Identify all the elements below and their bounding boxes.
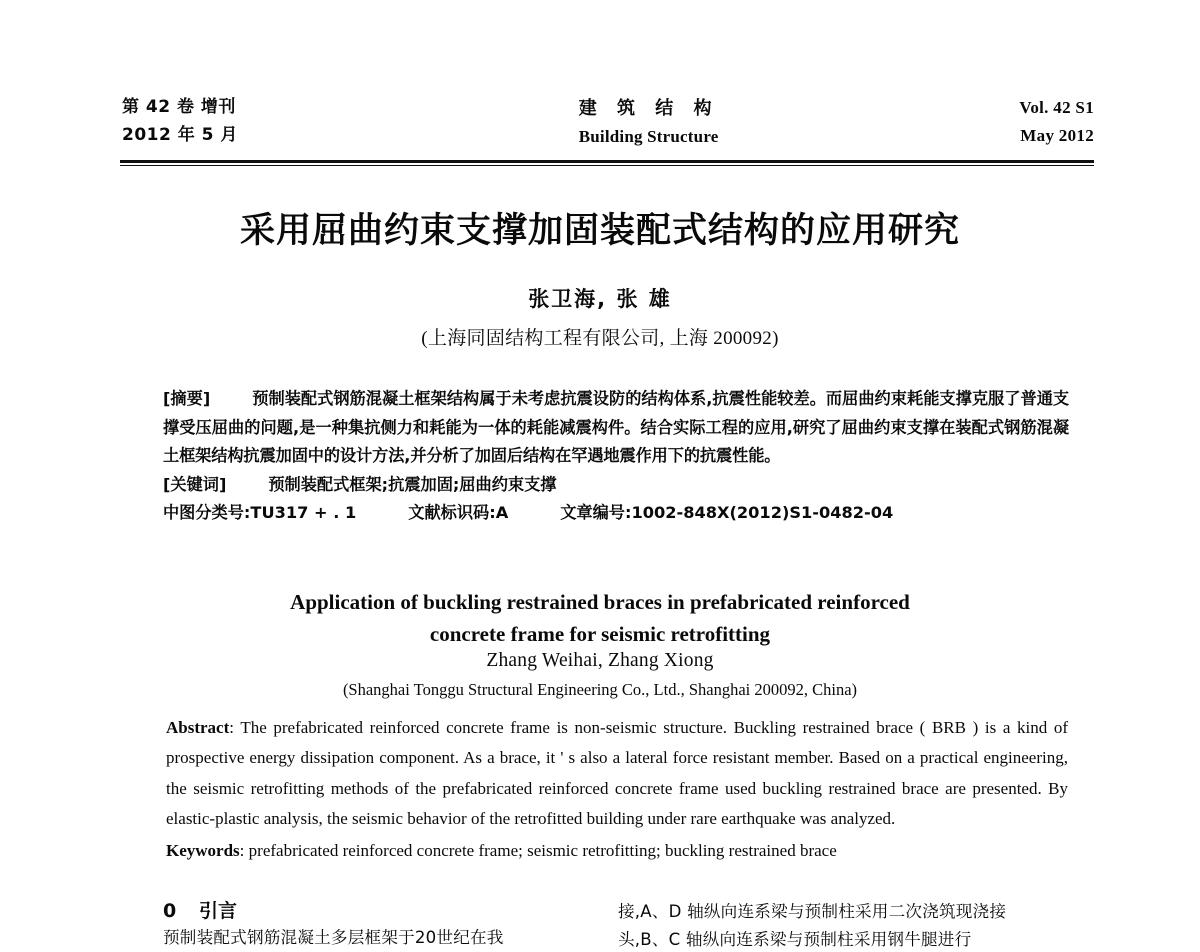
abstract-en-separator: : [229,718,234,737]
abstract-cn [163,385,1069,471]
abstract-cn-label: [摘要] [163,389,211,408]
keywords-en-separator: : [239,841,245,861]
document-code-label: 文献标识码: [408,503,496,523]
authors-en: Zhang Weihai, Zhang Xiong [486,650,714,671]
body-column-right [618,898,1070,952]
keywords-en-label: Keywords [166,841,240,861]
clc-label: 中图分类号: [163,503,251,523]
keywords-en-text: prefabricated reinforced concrete frame; seismic retrofitting; buckling restrained brace [248,841,837,861]
publication-date-cn: 2012 年 5 月 [122,124,238,145]
abstract-cn-text: 预制装配式钢筋混凝土框架结构属于未考虑抗震设防的结构体系,抗震性能较差。而屈曲约束耗能支撑克服了普通支撑受压屈曲的问题,是一种集抗侧力和耗能为一体的耗能减震构件。结合实际工程的应用,研究了屈曲约束支撑在装配式钢筋混凝土框架结构抗震加固中的设计方法,并分析了加固后结构在罕遇地震作用下的抗震性能。 [163,389,1069,466]
article-id-label: 文章编号: [560,503,632,523]
article-title-en-line2: concrete frame for seismic retrofitting [429,622,771,646]
classification-line [163,499,1069,528]
abstract-en-text: The prefabricated reinforced concrete frame is non-seismic structure. Buckling restrained brace ( BRB ) is a kind of prospective energy dissipation component. As a brace, it ' s also a lateral force resistant member. Based on a practical engineering, the seismic retrofitting methods of the prefabricated reinforced concrete frame used buckling restrained brace are presented. By elastic-plastic analysis, the seismic behavior of the retrofitted building under rare earthquake was analyzed. [166,718,1068,828]
affiliation-en: (Shanghai Tonggu Structural Engineering Co., Ltd., Shanghai 200092, China) [342,680,858,699]
abstract-en [166,713,1068,834]
keywords-cn-text: 预制装配式框架;抗震加固;屈曲约束支撑 [268,474,557,494]
volume-issue-en: Vol. 42 S1 [1019,98,1094,117]
masthead-right [1019,94,1094,149]
body-text-left-line1: 预制装配式钢筋混凝土多层框架于20世纪在我 [163,928,504,947]
masthead-left [122,94,238,149]
masthead-center [579,94,719,151]
keywords-en [166,836,1068,866]
divider-thin-line [120,165,1094,166]
body-text-right-line2: 头,B、C 轴纵向连系梁与预制柱采用钢牛腿进行 [618,930,972,949]
masthead [122,94,1094,151]
english-front-matter [166,713,1068,866]
article-id-value: 1002-848X(2012)S1-0482-04 [631,503,894,523]
article-title-en [0,586,1200,650]
volume-issue-cn: 第 42 卷 增刊 [122,97,236,117]
authors-cn: 张卫海, 张 雄 [528,287,672,311]
clc-value: TU317 + . 1 [250,503,357,523]
publication-date-en: May 2012 [1020,125,1094,145]
abstract-en-label: Abstract [166,718,230,737]
article-title-en-line1: Application of buckling restrained braces in prefabricated reinforced [290,590,910,614]
body-column-left [163,898,583,952]
journal-name-en: Building Structure [578,127,719,147]
chinese-front-matter [163,385,1069,528]
section-number: 0 [163,900,177,922]
body-text-right-line1: 接,A、D 轴纵向连系梁与预制柱采用二次浇筑现浇接 [618,902,1007,921]
document-code-value: A [495,503,509,523]
journal-name-cn: 建 筑 结 构 [578,98,719,119]
keywords-cn [163,471,1069,500]
article-title-cn: 采用屈曲约束支撑加固装配式结构的应用研究 [239,211,960,251]
section-heading-intro [163,898,583,924]
header-divider [120,160,1094,166]
affiliation-cn: (上海同固结构工程有限公司, 上海 200092) [421,328,779,349]
section-title: 引言 [199,900,238,922]
keywords-cn-label: [关键词] [163,474,227,494]
